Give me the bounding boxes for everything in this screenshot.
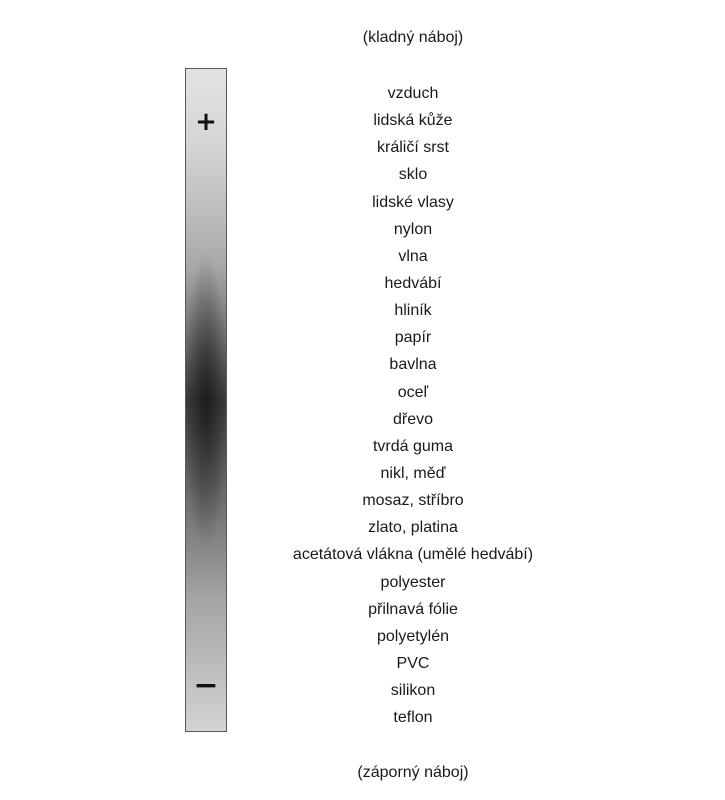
- material-item: sklo: [398, 166, 428, 184]
- material-item: papír: [394, 329, 432, 347]
- material-item: silikon: [390, 682, 436, 700]
- material-item: vzduch: [387, 85, 439, 102]
- material-item: polyetylén: [376, 627, 450, 645]
- material-item: lidské vlasy: [372, 193, 454, 211]
- material-item: tvrdá guma: [372, 437, 454, 455]
- negative-charge-label: (záporný náboj): [357, 764, 469, 781]
- material-item: zlato, platina: [368, 519, 458, 537]
- material-item: králičí srst: [376, 139, 449, 157]
- material-item: dřevo: [392, 410, 434, 428]
- material-item: hliník: [394, 302, 432, 320]
- material-item: lidská kůže: [373, 112, 453, 130]
- material-item: hedvábí: [384, 274, 442, 292]
- material-item: bavlna: [389, 356, 437, 374]
- material-item: přilnavá fólie: [368, 600, 458, 618]
- material-item: acetátová vlákna (umělé hedvábí): [292, 546, 534, 564]
- positive-charge-label: (kladný náboj): [362, 29, 464, 46]
- material-item: PVC: [396, 654, 430, 672]
- material-item: polyester: [380, 573, 446, 591]
- material-item: mosaz, stříbro: [362, 492, 464, 510]
- minus-icon: −: [193, 668, 219, 703]
- triboelectric-series-list: [293, 84, 533, 735]
- material-item: teflon: [393, 709, 433, 727]
- material-item: vlna: [398, 247, 428, 265]
- material-item: nikl, měď: [380, 464, 446, 482]
- charge-gradient-bar: [185, 68, 227, 732]
- plus-icon: +: [195, 107, 217, 137]
- material-item: oceľ: [397, 383, 429, 401]
- material-item: nylon: [393, 220, 433, 238]
